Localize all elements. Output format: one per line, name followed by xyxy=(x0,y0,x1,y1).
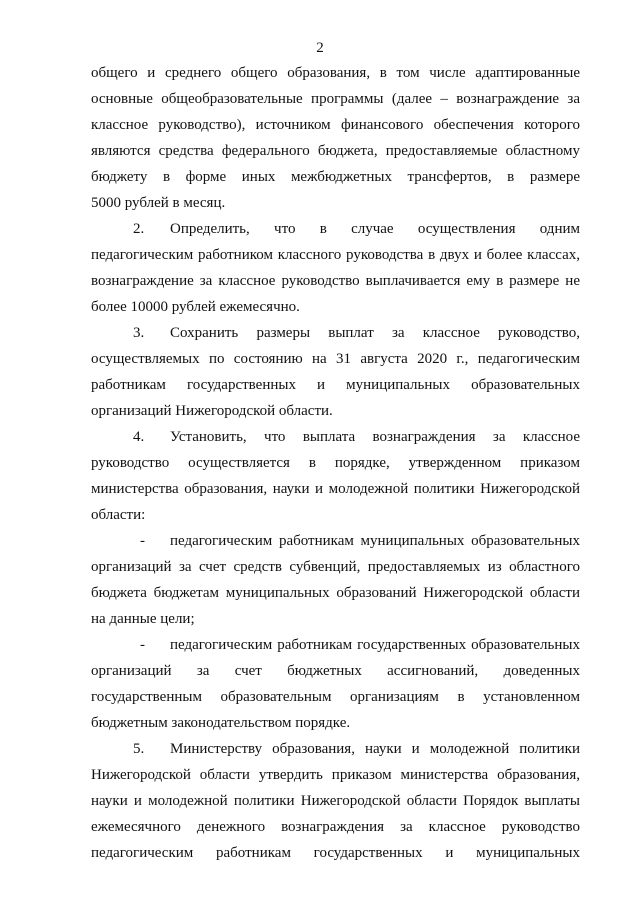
text-line: Определить, что в случае осуществления одним xyxy=(170,221,580,237)
text-line: государственным образовательным организациям в установленном xyxy=(91,689,580,705)
page-number: 2 xyxy=(316,40,324,56)
text-line: 5000 рублей в месяц. xyxy=(91,195,226,211)
item-number: 4. xyxy=(133,429,145,445)
text-line: Министерству образования, науки и молодежной политики xyxy=(170,741,580,757)
text-line: осуществляемых по состоянию на 31 августа 2020 г., педагогическим xyxy=(91,351,580,367)
text-line: педагогическим работникам государственных образовательных xyxy=(170,637,580,653)
text-line: бюджету в форме иных межбюджетных трансфертов, в размере xyxy=(91,169,580,185)
item-number: 3. xyxy=(133,325,145,341)
list-dash: - xyxy=(140,533,145,549)
text-line: педагогическим работникам государственных и муниципальных xyxy=(91,845,580,861)
text-line: организаций за счет средств субвенций, предоставляемых из областного xyxy=(91,559,580,575)
text-line: более 10000 рублей ежемесячно. xyxy=(91,299,300,315)
item-number: 2. xyxy=(133,221,145,237)
text-line: классное руководство), источником финансового обеспечения которого xyxy=(91,117,580,133)
text-line: организаций за счет бюджетных ассигнований, доведенных xyxy=(91,663,580,679)
text-line: министерства образования, науки и молодежной политики Нижегородской xyxy=(91,481,580,497)
text-line: ежемесячного денежного вознаграждения за классное руководство xyxy=(91,819,580,835)
text-line: Установить, что выплата вознаграждения за классное xyxy=(170,429,580,445)
text-line: педагогическим работником классного руководства в двух и более классах, xyxy=(91,247,580,263)
text-line: общего и среднего общего образования, в том числе адаптированные xyxy=(91,65,580,81)
text-line: области: xyxy=(91,507,146,523)
text-line: педагогическим работникам муниципальных образовательных xyxy=(170,533,580,549)
item-number: 5. xyxy=(133,741,145,757)
text-line: являются средства федерального бюджета, предоставляемые областному xyxy=(91,143,580,159)
text-line: организаций Нижегородской области. xyxy=(91,403,333,419)
text-line: бюджетным законодательством порядке. xyxy=(91,715,351,731)
text-line: бюджета бюджетам муниципальных образований Нижегородской области xyxy=(91,585,580,601)
text-line: руководство осуществляется в порядке, утвержденном приказом xyxy=(91,455,580,471)
list-dash: - xyxy=(140,637,145,653)
text-line: вознаграждение за классное руководство выплачивается ему в размере не xyxy=(91,273,580,289)
text-line: науки и молодежной политики Нижегородской области Порядок выплаты xyxy=(91,793,580,809)
text-line: Нижегородской области утвердить приказом министерства образования, xyxy=(91,767,580,783)
text-line: на данные цели; xyxy=(91,611,195,627)
text-line: Сохранить размеры выплат за классное руководство, xyxy=(170,325,580,341)
text-line: работникам государственных и муниципальных образовательных xyxy=(91,377,580,393)
text-line: основные общеобразовательные программы (далее – вознаграждение за xyxy=(91,91,580,107)
